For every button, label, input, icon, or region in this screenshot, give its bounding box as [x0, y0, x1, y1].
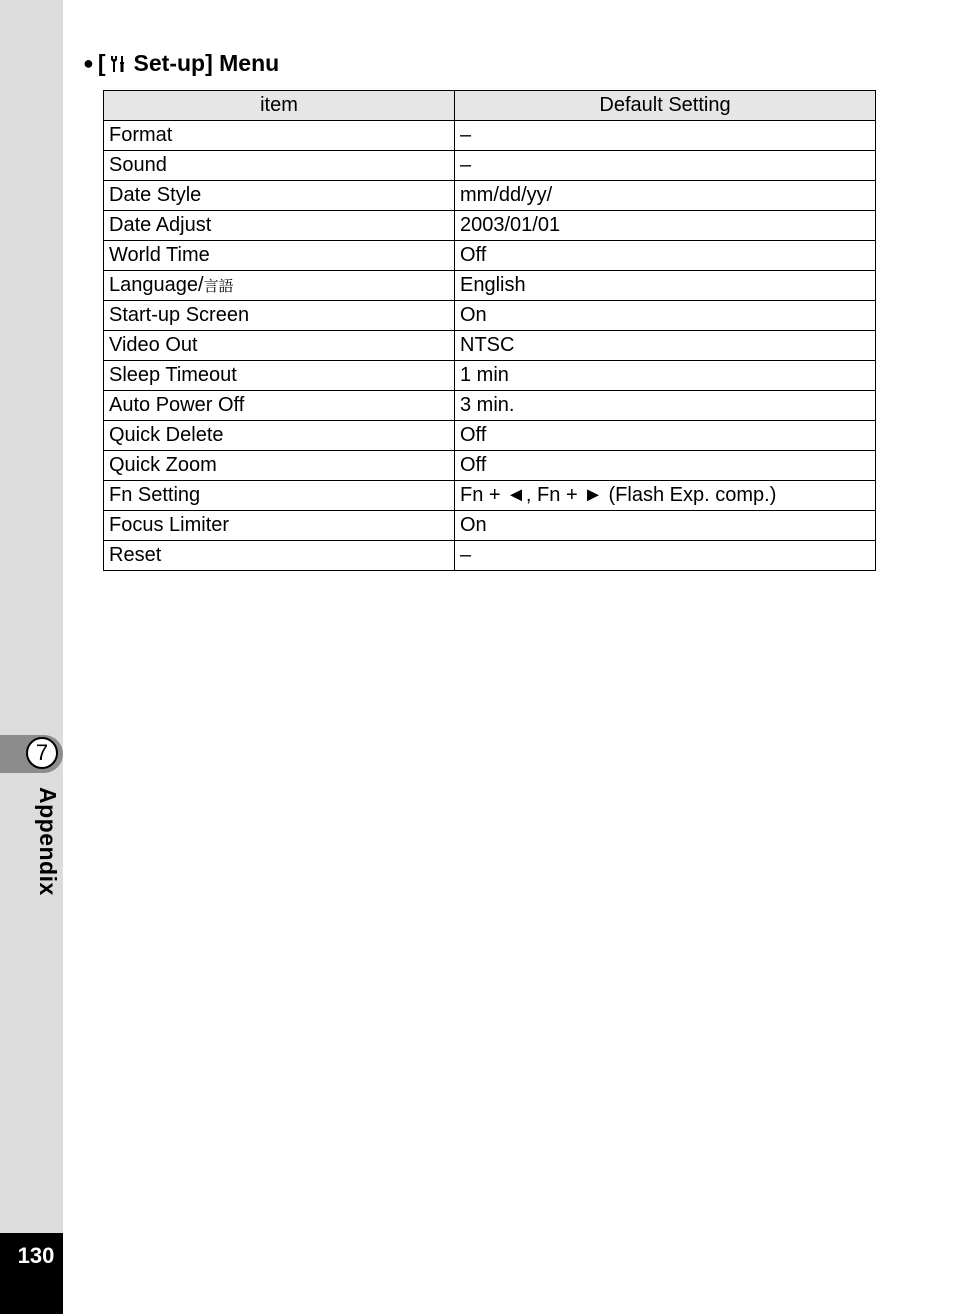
bullet: ● [83, 53, 94, 73]
item-cell: Focus Limiter [104, 511, 455, 541]
default-cell: 3 min. [455, 391, 876, 421]
table-row [104, 481, 876, 511]
table-row [104, 181, 876, 211]
wrench-screwdriver-icon [108, 54, 128, 74]
item-cell: Format [104, 121, 455, 151]
table-row [104, 331, 876, 361]
item-cell: World Time [104, 241, 455, 271]
setup-defaults-table [103, 90, 876, 571]
page-number: 130 [17, 1243, 55, 1268]
item-cell: Date Style [104, 181, 455, 211]
item-cell: Start-up Screen [104, 301, 455, 331]
item-cell [104, 271, 455, 301]
default-cell: 1 min [455, 361, 876, 391]
column-header-item: item [104, 91, 455, 121]
item-cell: Date Adjust [104, 211, 455, 241]
item-cell: Reset [104, 541, 455, 571]
table-row [104, 391, 876, 421]
table-row [104, 271, 876, 301]
default-cell: On [455, 511, 876, 541]
default-cell: English [455, 271, 876, 301]
default-cell: Fn + ◄, Fn + ► (Flash Exp. comp.) [455, 481, 876, 511]
language-kanji: 言語 [203, 278, 234, 295]
table-row [104, 121, 876, 151]
section-title: Set-up] Menu [133, 50, 280, 76]
table-row [104, 241, 876, 271]
item-cell: Sound [104, 151, 455, 181]
default-cell: Off [455, 241, 876, 271]
default-cell: – [455, 151, 876, 181]
default-cell: – [455, 541, 876, 571]
chapter-number: 7 [26, 737, 58, 769]
item-cell: Auto Power Off [104, 391, 455, 421]
table-row [104, 151, 876, 181]
table-row [104, 541, 876, 571]
table-header-row [104, 91, 876, 121]
item-cell: Video Out [104, 331, 455, 361]
default-cell: Off [455, 451, 876, 481]
item-cell: Fn Setting [104, 481, 455, 511]
table-row [104, 301, 876, 331]
default-cell: NTSC [455, 331, 876, 361]
table-row [104, 361, 876, 391]
item-cell: Quick Zoom [104, 451, 455, 481]
item-cell: Quick Delete [104, 421, 455, 451]
column-header-default: Default Setting [455, 91, 876, 121]
default-cell: On [455, 301, 876, 331]
table-row [104, 421, 876, 451]
chapter-title: Appendix [35, 787, 61, 896]
default-cell: Off [455, 421, 876, 451]
default-cell: – [455, 121, 876, 151]
table-row [104, 211, 876, 241]
default-cell: mm/dd/yy/ [455, 181, 876, 211]
side-strip [0, 0, 63, 1314]
item-cell: Sleep Timeout [104, 361, 455, 391]
section-heading [83, 50, 279, 77]
table-row [104, 511, 876, 541]
bracket-open: [ [97, 50, 106, 76]
default-cell: 2003/01/01 [455, 211, 876, 241]
item-text: Language/ [109, 274, 204, 296]
table-row [104, 451, 876, 481]
